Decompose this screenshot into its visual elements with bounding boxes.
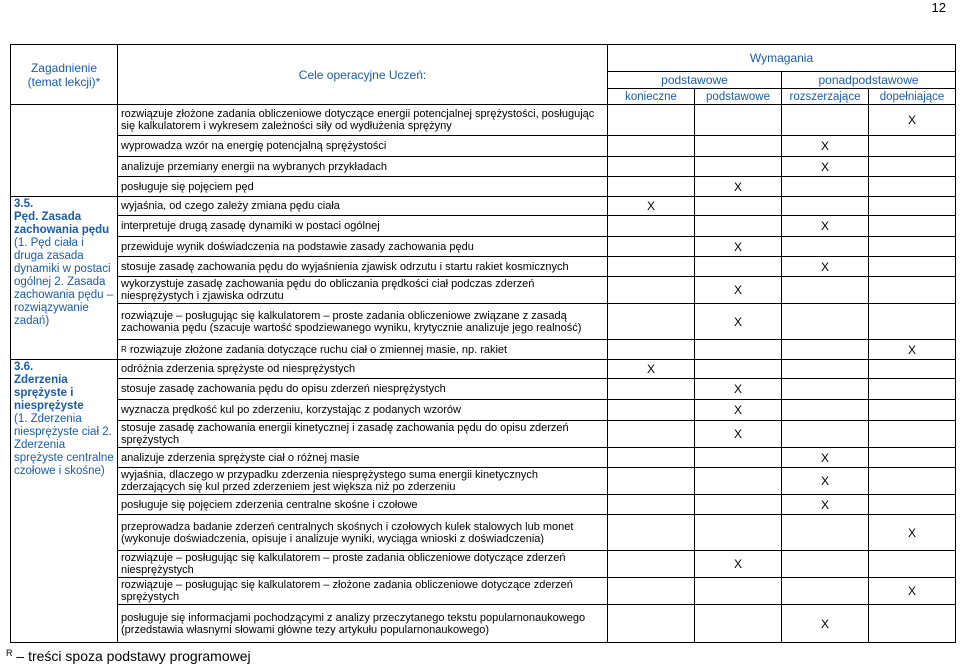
topic-header: Zagadnienie (temat lekcji)* — [11, 45, 118, 105]
topic-number: 3.6. — [14, 361, 34, 373]
basic-header: podstawowe — [608, 72, 782, 89]
requirement-cell-empty — [608, 468, 695, 495]
requirement-cell-empty — [695, 448, 782, 468]
requirement-cell-empty — [869, 157, 956, 177]
requirement-cell-empty — [869, 177, 956, 197]
requirements-header: Wymagania — [608, 45, 956, 72]
requirement-mark: X — [869, 340, 956, 360]
table-row — [11, 379, 956, 400]
requirement-mark: X — [782, 468, 869, 495]
goal-text — [118, 136, 608, 157]
goal-text — [118, 340, 608, 360]
requirement-mark: X — [695, 304, 782, 340]
goal-description: rozwiązuje – posługując się kalkulatorem – proste zadania obliczeniowe związane z zasadą zachowania pędu (szacuje wartość spodziewanego wyniku, krytycznie analizuje jego realność) — [121, 309, 582, 334]
requirement-mark: X — [782, 605, 869, 643]
table-row — [11, 105, 956, 136]
requirement-cell-empty — [869, 468, 956, 495]
goals-header: Cele operacyjne Uczeń: — [118, 45, 608, 105]
requirement-cell-empty — [608, 105, 695, 136]
goal-description: rozwiązuje złożone zadania dotyczące ruchu ciał o zmiennej masie, np. rakiet — [129, 343, 508, 356]
requirement-mark: X — [782, 448, 869, 468]
goal-description: stosuje zasadę zachowania pędu do wyjaśnienia zjawisk odrzutu i startu rakiet kosmicznych — [121, 260, 569, 273]
requirement-cell-empty — [782, 237, 869, 257]
requirement-cell-empty — [608, 216, 695, 237]
goal-description: stosuje zasadę zachowania energii kinetycznej i zasadę zachowania pędu do opisu zderzeń sprężystych — [121, 422, 569, 446]
goal-text — [118, 551, 608, 578]
table-row — [11, 304, 956, 340]
requirement-cell-empty — [608, 157, 695, 177]
goal-text — [118, 379, 608, 400]
requirement-cell-empty — [869, 277, 956, 304]
requirement-cell-empty — [869, 421, 956, 448]
requirement-mark: X — [782, 257, 869, 277]
requirement-cell-empty — [608, 340, 695, 360]
requirement-cell-empty — [608, 136, 695, 157]
requirement-cell-empty — [782, 379, 869, 400]
page-number: 12 — [931, 0, 946, 15]
table-row — [11, 495, 956, 515]
requirement-cell-empty — [869, 605, 956, 643]
level-header-necessary: konieczne — [608, 89, 695, 105]
requirement-cell-empty — [695, 360, 782, 379]
goal-text — [118, 495, 608, 515]
requirement-cell-empty — [782, 277, 869, 304]
goal-description: rozwiązuje – posługując się kalkulatorem – złożone zadania obliczeniowe dotyczące zderzeń sprężystych — [121, 579, 573, 603]
footnote-mark: R — [6, 648, 13, 658]
requirement-mark: X — [869, 105, 956, 136]
requirement-cell-empty — [695, 197, 782, 216]
requirement-cell-empty — [608, 277, 695, 304]
goal-description: posługuje się informacjami pochodzącymi z analizy przeczytanego tekstu popularnonaukowego (przedstawia własnymi słowami główne tezy artykułu popularnonaukowego) — [121, 611, 586, 636]
requirement-cell-empty — [782, 340, 869, 360]
requirement-mark: X — [782, 157, 869, 177]
level-header-extending: rozszerzające — [782, 89, 869, 105]
requirement-cell-empty — [869, 216, 956, 237]
requirement-cell-empty — [782, 177, 869, 197]
table-row — [11, 448, 956, 468]
table-row — [11, 257, 956, 277]
requirement-cell-empty — [608, 605, 695, 643]
requirement-cell-empty — [695, 578, 782, 605]
goal-description: wyjaśnia, od czego zależy zmiana pędu ciała — [121, 200, 340, 212]
requirement-cell-empty — [869, 237, 956, 257]
requirement-mark: X — [782, 216, 869, 237]
requirement-cell-empty — [869, 136, 956, 157]
goal-description: interpretuje drugą zasadę dynamiki w postaci ogólnej — [121, 220, 380, 232]
goal-text — [118, 197, 608, 216]
requirement-cell-empty — [869, 400, 956, 421]
requirement-cell-empty — [695, 136, 782, 157]
table-row — [11, 216, 956, 237]
goal-description: wyjaśnia, dlaczego w przypadku zderzenia niesprężystego suma energii kinetycznych zderzających się kul przed zderzeniem jest większa niż po zderzeniu — [121, 469, 538, 493]
requirement-cell-empty — [608, 421, 695, 448]
goal-description: wyprowadza wzór na energię potencjalną sprężystości — [121, 140, 387, 152]
requirement-cell-empty — [869, 495, 956, 515]
requirement-cell-empty — [608, 257, 695, 277]
requirement-cell-empty — [782, 578, 869, 605]
requirements-table — [10, 44, 956, 643]
goal-text — [118, 515, 608, 551]
requirement-mark: X — [695, 400, 782, 421]
goal-text — [118, 468, 608, 495]
requirement-cell-empty — [695, 216, 782, 237]
requirement-cell-empty — [782, 105, 869, 136]
requirement-cell-empty — [782, 400, 869, 421]
table-row — [11, 400, 956, 421]
requirement-cell-empty — [695, 605, 782, 643]
requirement-cell-empty — [608, 400, 695, 421]
topic-title: Zderzenia sprężyste i niesprężyste — [14, 374, 84, 412]
extended-content-mark: R — [121, 344, 127, 354]
requirement-mark: X — [695, 379, 782, 400]
goal-description: rozwiązuje złożone zadania obliczeniowe dotyczące energii potencjalnej sprężystości, posługując się kalkulatorem i wykresem zależności siły od wydłużenia sprężyny — [121, 108, 595, 132]
requirement-mark: X — [869, 578, 956, 605]
footnote — [6, 648, 251, 664]
requirement-mark: X — [695, 277, 782, 304]
goal-text — [118, 578, 608, 605]
requirement-cell-empty — [869, 197, 956, 216]
requirement-cell-empty — [869, 257, 956, 277]
level-header-basic: podstawowe — [695, 89, 782, 105]
requirement-cell-empty — [869, 304, 956, 340]
requirement-cell-empty — [869, 448, 956, 468]
goal-description: analizuje zderzenia sprężyste ciał o różnej masie — [121, 451, 360, 464]
requirement-cell-empty — [608, 237, 695, 257]
goal-description: posługuje się pojęciem pęd — [121, 180, 254, 193]
requirement-cell-empty — [608, 304, 695, 340]
requirement-cell-empty — [782, 551, 869, 578]
requirement-cell-empty — [782, 515, 869, 551]
requirement-cell-empty — [608, 495, 695, 515]
table-row — [11, 421, 956, 448]
requirement-cell-empty — [869, 551, 956, 578]
requirement-cell-empty — [695, 468, 782, 495]
requirement-cell-empty — [608, 578, 695, 605]
requirement-cell-empty — [869, 360, 956, 379]
goal-description: posługuje się pojęciem zderzenia centralne skośne i czołowe — [121, 498, 418, 511]
requirement-cell-empty — [695, 340, 782, 360]
table-row — [11, 197, 956, 216]
requirement-mark: X — [782, 495, 869, 515]
requirement-mark: X — [695, 421, 782, 448]
table-row — [11, 277, 956, 304]
requirement-cell-empty — [782, 197, 869, 216]
requirement-mark: X — [782, 136, 869, 157]
goal-description: wykorzystuje zasadę zachowania pędu do obliczania prędkości ciał podczas zderzeń niesprężystych i zjawiska odrzutu — [121, 278, 535, 302]
requirement-cell-empty — [869, 379, 956, 400]
footnote-text: – treści spoza podstawy programowej — [16, 648, 251, 664]
goal-description: odróżnia zderzenia sprężyste od niesprężystych — [121, 363, 356, 375]
topic-description: (1. Zderzenia niesprężyste ciał 2. Zderzenia sprężyste centralne czołowe i skośne) — [14, 413, 114, 477]
goal-description: wyznacza prędkość kul po zderzeniu, korzystając z podanych wzorów — [121, 404, 461, 416]
requirement-cell-empty — [695, 495, 782, 515]
requirement-mark: X — [695, 237, 782, 257]
goal-text — [118, 105, 608, 136]
goal-text — [118, 277, 608, 304]
goal-text — [118, 177, 608, 197]
requirement-cell-empty — [608, 515, 695, 551]
goal-text — [118, 448, 608, 468]
goal-text — [118, 257, 608, 277]
goal-description: analizuje przemiany energii na wybranych przykładach — [121, 160, 387, 173]
requirement-mark: X — [608, 197, 695, 216]
table-row — [11, 605, 956, 643]
table-row — [11, 551, 956, 578]
requirement-mark: X — [695, 551, 782, 578]
goal-text — [118, 237, 608, 257]
table-row — [11, 360, 956, 379]
goal-text — [118, 216, 608, 237]
goal-description: przewiduje wynik doświadczenia na podstawie zasady zachowania pędu — [121, 240, 474, 253]
requirement-cell-empty — [695, 257, 782, 277]
goal-description: stosuje zasadę zachowania pędu do opisu zderzeń niesprężystych — [121, 383, 446, 395]
goal-text — [118, 360, 608, 379]
requirement-mark: X — [869, 515, 956, 551]
goal-text — [118, 421, 608, 448]
goal-description: rozwiązuje – posługując się kalkulatorem – proste zadania obliczeniowe dotyczące zderzeń niesprężystych — [121, 552, 566, 576]
requirement-cell-empty — [695, 157, 782, 177]
requirement-cell-empty — [608, 177, 695, 197]
requirement-mark: X — [695, 177, 782, 197]
topic-cell — [11, 197, 118, 360]
requirement-cell-empty — [608, 379, 695, 400]
goal-description: przeprowadza badanie zderzeń centralnych skośnych i czołowych kulek stalowych lub monet (wykonuje doświadczenia, opisuje i analizuje wyniki, wyciąga wnioski z doświadczenia) — [121, 520, 574, 545]
requirement-cell-empty — [782, 360, 869, 379]
goal-text — [118, 304, 608, 340]
requirement-mark: X — [608, 360, 695, 379]
extended-header: ponadpodstawowe — [782, 72, 956, 89]
requirement-cell-empty — [608, 448, 695, 468]
table-row — [11, 340, 956, 360]
table-row — [11, 237, 956, 257]
goal-text — [118, 157, 608, 177]
table-row — [11, 515, 956, 551]
requirement-cell-empty — [608, 551, 695, 578]
topic-cell-empty — [11, 105, 118, 197]
table-row — [11, 157, 956, 177]
table-row — [11, 177, 956, 197]
level-header-complementing: dopełniające — [869, 89, 956, 105]
requirement-cell-empty — [695, 105, 782, 136]
topic-title: Pęd. Zasada zachowania pędu — [14, 211, 110, 236]
goal-text — [118, 400, 608, 421]
requirement-cell-empty — [782, 421, 869, 448]
topic-description: (1. Pęd ciała i druga zasada dynamiki w postaci ogólnej 2. Zasada zachowania pędu – rozwiązywanie zadań) — [14, 237, 114, 327]
topic-cell — [11, 360, 118, 643]
requirement-cell-empty — [695, 515, 782, 551]
requirement-cell-empty — [782, 304, 869, 340]
table-row — [11, 578, 956, 605]
table-row — [11, 136, 956, 157]
goal-text — [118, 605, 608, 643]
topic-number: 3.5. — [14, 198, 34, 210]
table-row — [11, 468, 956, 495]
